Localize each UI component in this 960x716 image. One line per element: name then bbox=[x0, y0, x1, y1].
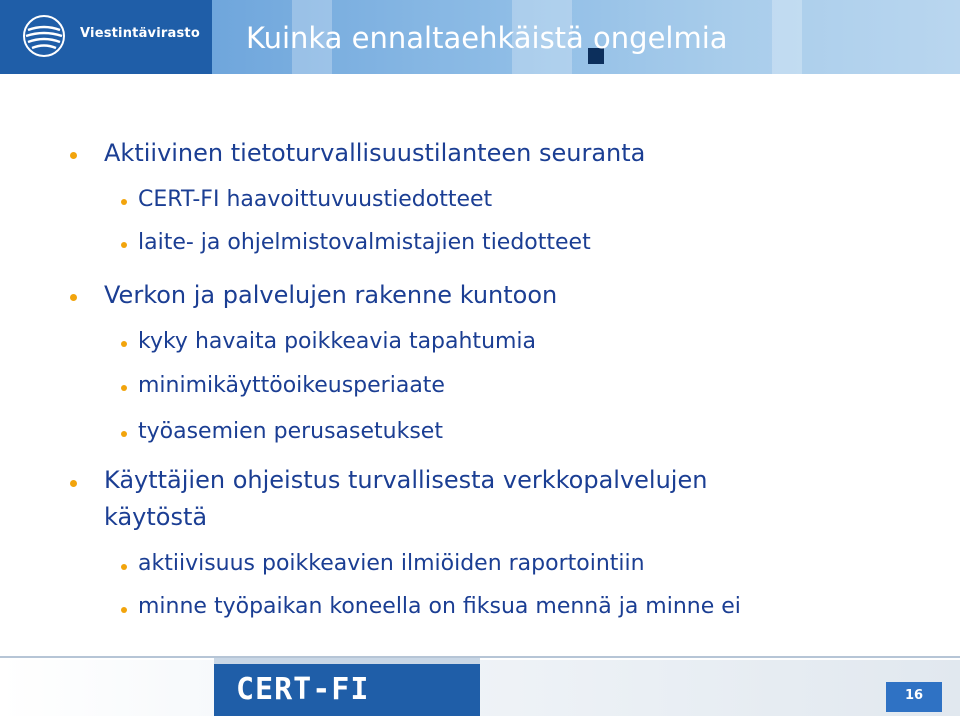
bullet-icon bbox=[70, 152, 77, 159]
list-item: aktiivisuus poikkeavien ilmiöiden raportointiin bbox=[138, 551, 645, 576]
bullet-icon bbox=[70, 294, 77, 301]
list-item: työasemien perusasetukset bbox=[138, 419, 443, 444]
cert-fi-logo: CERT-FI bbox=[236, 672, 370, 707]
list-item: Verkon ja palvelujen rakenne kuntoon bbox=[104, 281, 558, 309]
bullet-icon bbox=[121, 431, 127, 437]
list-item: minne työpaikan koneella on fiksua mennä ja minne ei bbox=[138, 594, 741, 619]
bullet-icon bbox=[121, 607, 127, 613]
bullet-icon bbox=[121, 341, 127, 347]
list-item-continuation: käytöstä bbox=[104, 503, 208, 531]
list-item: minimikäyttöoikeusperiaate bbox=[138, 373, 445, 398]
globe-icon bbox=[22, 14, 66, 58]
list-item: CERT-FI haavoittuvuustiedotteet bbox=[138, 187, 493, 212]
brand-name: Viestintävirasto bbox=[80, 26, 200, 41]
bullet-icon bbox=[121, 564, 127, 570]
list-item: kyky havaita poikkeavia tapahtumia bbox=[138, 329, 537, 354]
footer bbox=[0, 660, 960, 716]
page-number: 16 bbox=[904, 688, 924, 703]
bullet-icon bbox=[121, 199, 127, 205]
footer-divider bbox=[0, 656, 960, 658]
list-item: Aktiivinen tietoturvallisuustilanteen seuranta bbox=[104, 139, 646, 167]
list-item: Käyttäjien ohjeistus turvallisesta verkkopalvelujen bbox=[104, 466, 708, 494]
bullet-icon bbox=[121, 242, 127, 248]
list-item: laite- ja ohjelmistovalmistajien tiedotteet bbox=[138, 230, 591, 255]
slide-title: Kuinka ennaltaehkäistä ongelmia bbox=[246, 21, 728, 55]
viestintavirasto-logo bbox=[0, 0, 212, 74]
bullet-icon bbox=[121, 385, 127, 391]
bullet-icon bbox=[70, 480, 77, 487]
